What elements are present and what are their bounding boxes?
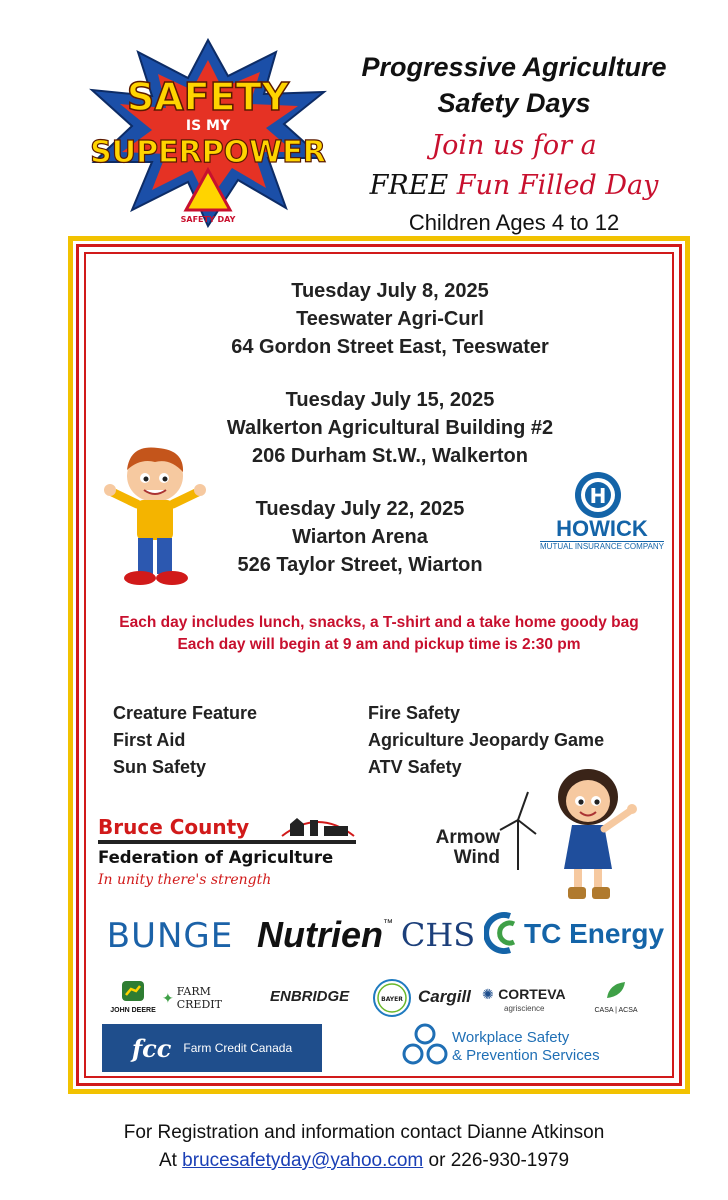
contact-email-link[interactable]: brucesafetyday@yahoo.com <box>182 1150 424 1171</box>
activity-right-3: ATV Safety <box>368 757 462 777</box>
fun-words: Fun Filled Day <box>456 170 659 201</box>
event-3 <box>160 495 560 579</box>
farm-barn-icon <box>280 808 356 838</box>
fcc-short: fcc <box>131 1033 172 1063</box>
free-fun-line <box>300 170 728 201</box>
logo-safety-text: SAFETY <box>126 75 290 119</box>
nutrien-text: Nutrien <box>257 914 383 955</box>
corteva-sub: agriscience <box>504 1004 545 1013</box>
event-2-address: 206 Durham St.W., Walkerton <box>252 445 528 467</box>
bcfa-line2: Federation of Agriculture <box>98 848 334 867</box>
bunge-text: BUNGE <box>106 916 234 956</box>
footer-line-2 <box>0 1150 728 1172</box>
casa-leaf-icon <box>603 980 629 1002</box>
wsps-line2: & Prevention Services <box>452 1047 600 1064</box>
cargill-text: Cargill <box>418 987 471 1006</box>
free-word: FREE <box>369 170 449 201</box>
bunge-logo <box>100 912 240 960</box>
note-line-1: Each day includes lunch, snacks, a T-shirt and a take home goody bag <box>119 614 639 631</box>
casa-logo <box>594 980 638 1020</box>
enbridge-logo <box>270 988 349 1005</box>
title-line-2: Safety Days <box>437 88 591 118</box>
title-line-1: Progressive Agriculture <box>361 52 667 82</box>
boy-cartoon <box>100 440 210 590</box>
tc-energy-logo <box>524 918 664 950</box>
armow-wind-logo <box>418 828 500 868</box>
fcc-name: Farm Credit Canada <box>183 1041 293 1055</box>
howick-tagline: MUTUAL INSURANCE COMPANY <box>540 542 665 551</box>
cargill-logo <box>418 987 471 1007</box>
event-1-venue: Teeswater Agri-Curl <box>296 308 484 330</box>
ages-text: Children Ages 4 to 12 <box>408 210 620 235</box>
farm-credit-text: FARM CREDIT <box>176 985 222 1011</box>
event-3-venue: Wiarton Arena <box>292 526 428 548</box>
note-line-2: Each day will begin at 9 am and pickup time is 2:30 pm <box>177 636 581 653</box>
girl-cartoon <box>540 765 650 905</box>
event-3-address: 526 Taylor Street, Wiarton <box>237 554 483 576</box>
activity-right-2: Agriculture Jeopardy Game <box>368 730 605 750</box>
logo-ismy-text: IS MY <box>185 118 231 134</box>
corteva-logo <box>482 986 566 1013</box>
activity-left-3: Sun Safety <box>113 757 207 777</box>
bcfa-rule <box>98 840 356 844</box>
howick-logo-icon <box>570 470 626 520</box>
tc-energy-icon <box>484 910 524 956</box>
event-2 <box>150 386 630 470</box>
event-1 <box>150 277 630 361</box>
activity-left-2: First Aid <box>113 730 186 750</box>
bayer-text: BAYER <box>381 996 403 1003</box>
event-2-date: Tuesday July 15, 2025 <box>285 389 495 411</box>
leaf-icon: ✦ <box>162 989 174 1006</box>
footer-line-1: For Registration and information contact Dianne Atkinson <box>123 1122 605 1143</box>
farm-credit-logo <box>162 985 258 1011</box>
armow-line2: Wind <box>453 847 500 868</box>
corteva-mark-icon: ✺ <box>482 986 494 1002</box>
wind-turbine-icon <box>498 790 538 870</box>
enbridge-text: ENBRIDGE <box>270 988 350 1005</box>
wsps-line1: Workplace Safety <box>452 1029 570 1046</box>
footer-prefix: At <box>158 1150 177 1171</box>
fcc-logo <box>102 1024 322 1072</box>
activity-left-1: Creature Feature <box>113 703 258 723</box>
wsps-icon <box>400 1022 450 1072</box>
casa-text: CASA | ACSA <box>594 1007 638 1014</box>
event-1-address: 64 Gordon Street East, Teeswater <box>231 336 549 358</box>
howick-name: HOWICK <box>556 516 648 541</box>
join-text: Join us for a <box>431 130 597 161</box>
bcfa-tagline: In unity there's strength <box>98 872 272 888</box>
howick-letter: H <box>589 484 607 508</box>
john-deere-logo <box>110 980 156 1020</box>
john-deere-text: JOHN DEERE <box>110 1007 156 1014</box>
activity-right-1: Fire Safety <box>368 703 461 723</box>
logo-superpower-text: SUPERPOWER <box>90 135 326 170</box>
footer-phone: or 226-930-1979 <box>428 1150 570 1171</box>
logo-badge-text: SAFETY DAY <box>180 215 236 224</box>
nutrien-tm: ™ <box>383 918 393 929</box>
corteva-text: CORTEVA <box>498 986 566 1002</box>
bcfa-line1: Bruce County <box>98 815 250 839</box>
nutrien-logo <box>250 910 400 960</box>
armow-line1: Armow <box>435 827 500 848</box>
tc-energy-text: TC Energy <box>524 918 665 949</box>
deer-icon <box>121 980 145 1002</box>
chs-logo <box>400 910 476 960</box>
event-3-date: Tuesday July 22, 2025 <box>255 498 465 520</box>
chs-text: CHS <box>400 916 476 954</box>
bayer-logo <box>372 978 412 1018</box>
safety-superpower-logo <box>88 38 328 228</box>
wsps-logo <box>452 1029 600 1065</box>
event-2-venue: Walkerton Agricultural Building #2 <box>226 417 554 439</box>
event-1-date: Tuesday July 8, 2025 <box>291 280 489 302</box>
